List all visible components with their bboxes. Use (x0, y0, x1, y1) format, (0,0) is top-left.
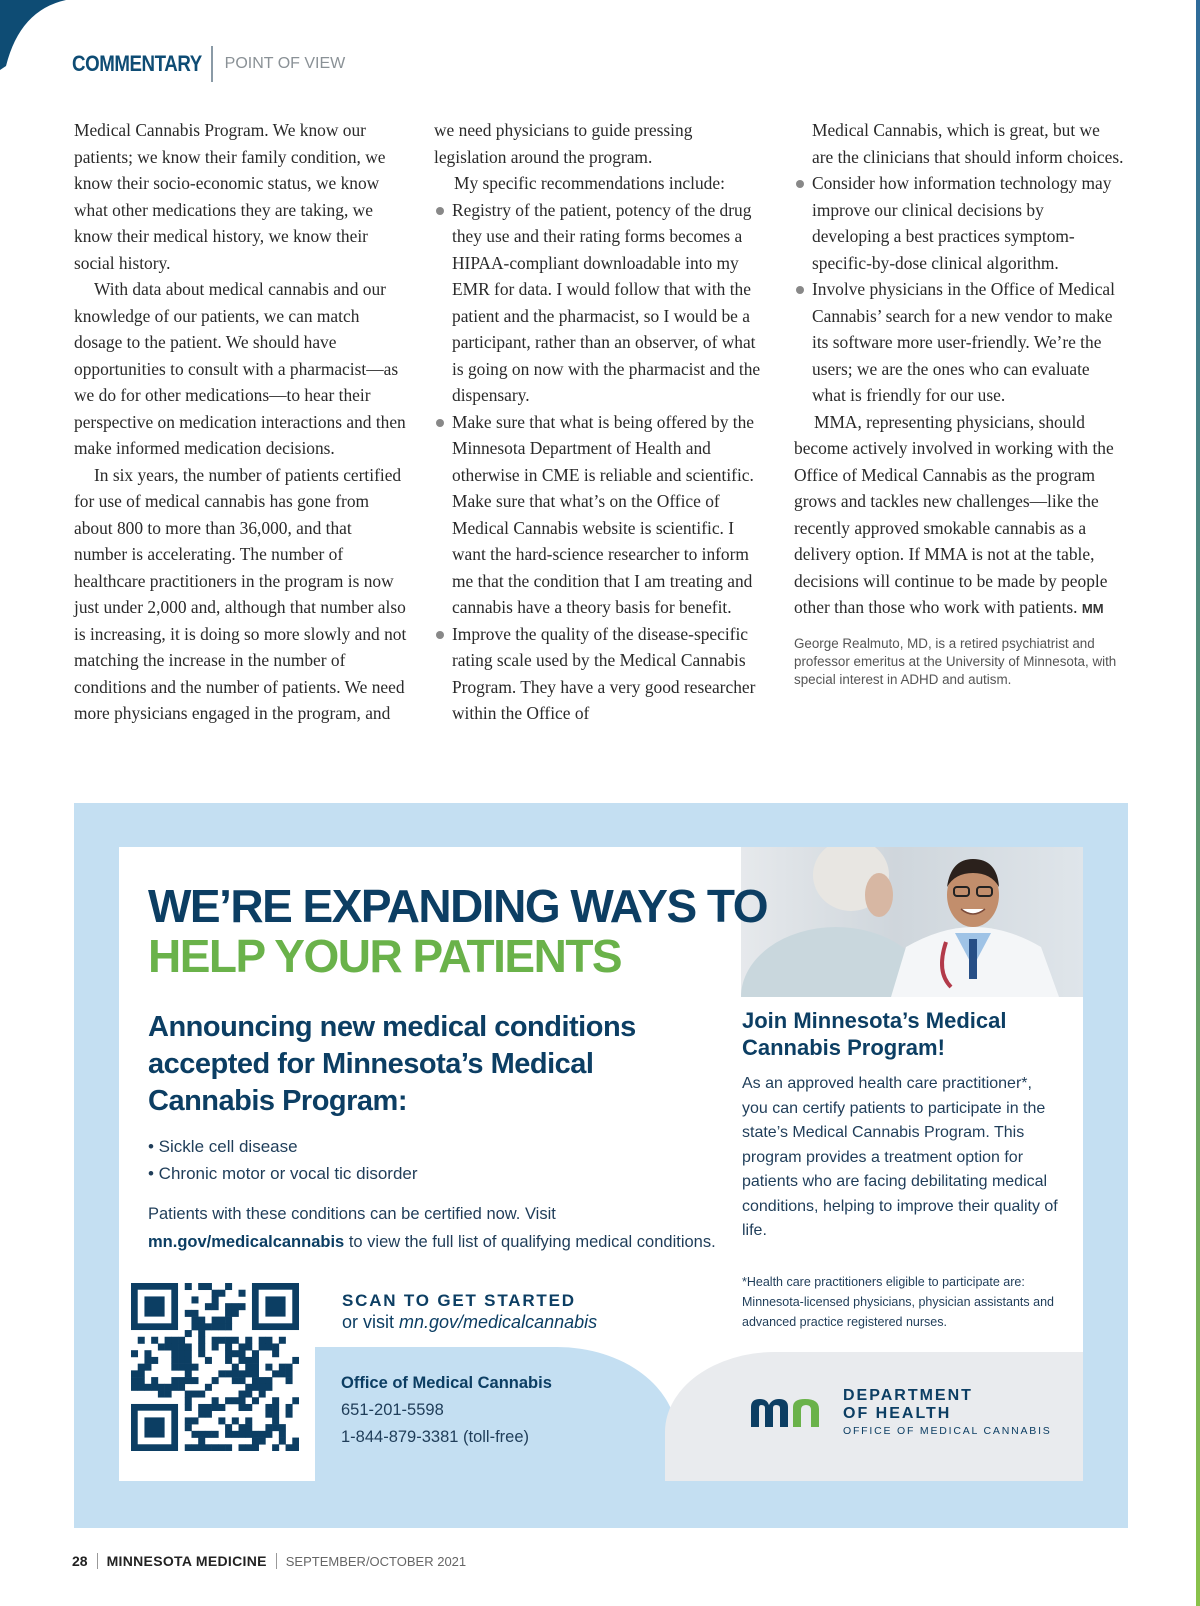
join-body: As an approved health care practitioner*, you can certify patients to participate in the state’s Medical Cannabis Program. This program provides a treatment option for patients who are facing debilitating medical conditions, helping to improve their quality of life. (742, 1075, 1058, 1239)
header-divider (211, 46, 213, 82)
office-contact (341, 1370, 552, 1451)
dept-line-1: DEPARTMENT (843, 1387, 973, 1404)
ad-card (119, 847, 1083, 1481)
page-header (72, 46, 345, 82)
article-column-2 (434, 117, 769, 727)
list-item: • Sickle cell disease (148, 1137, 298, 1156)
dept-line-2: OF HEALTH (843, 1405, 952, 1422)
paragraph: Medical Cannabis Program. We know our patients; we know their family condition, we know their socio-economic status, we know what other medications they are taking, we know their medical history, we know their social history. (74, 120, 386, 273)
scan-link[interactable]: mn.gov/medicalcannabis (399, 1312, 598, 1332)
list-item: Make sure that what is being offered by the Minnesota Department of Health and otherwise in CME is reliable and scientific. Make sure that what’s on the Office of Medical Cannabis website is scientific. I want the hard-science researcher to inform me that the condition that I am treating and cannabis have a theory basis for benefit. (434, 409, 769, 621)
note-text: Patients with these conditions can be certified now. Visit (148, 1205, 556, 1223)
author-bio: George Realmuto, MD, is a retired psychiatrist and professor emeritus at the University of Minnesota, with special interest in ADHD and autism. (794, 635, 1117, 687)
corner-decoration (0, 0, 70, 70)
phone-number-toll-free[interactable]: 1-844-879-3381 (toll-free) (341, 1428, 530, 1446)
scan-prefix: or visit (342, 1312, 400, 1332)
page-edge-bar (1196, 0, 1200, 1606)
paragraph: Medical Cannabis, which is great, but we are the clinicians that should inform choices. (812, 120, 1124, 167)
page-number: 28 (72, 1553, 88, 1569)
ad-note (148, 1200, 718, 1256)
footer-divider (276, 1553, 277, 1569)
note-text: to view the full list of qualifying medical conditions. (344, 1233, 716, 1251)
website-link[interactable]: mn.gov/medicalcannabis (148, 1233, 345, 1251)
list-item: • Chronic motor or vocal tic disorder (148, 1164, 418, 1183)
mn-logo-icon (749, 1395, 831, 1429)
magazine-title: MINNESOTA MEDICINE (106, 1553, 267, 1569)
page-footer (72, 1553, 466, 1569)
conditions-list (148, 1133, 418, 1187)
ad-headline (148, 881, 767, 981)
recommendation-list (794, 170, 1124, 409)
phone-number[interactable]: 651-201-5598 (341, 1401, 444, 1419)
list-item: Improve the quality of the disease-specific rating scale used by the Medical Cannabis Program. They have a very good researcher within the Office of (434, 621, 769, 727)
recommendation-list (434, 197, 769, 727)
eligibility-footnote: *Health care practitioners eligible to participate are: Minnesota-licensed physicians, physician assistants and advanced practice registered nurses. (742, 1275, 1054, 1329)
dept-office: OFFICE OF MEDICAL CANNABIS (843, 1425, 1052, 1437)
list-item: Consider how information technology may improve our clinical decisions by developing a best practices symptom-specific-by-dose clinical algorithm. (794, 170, 1124, 276)
paragraph: With data about medical cannabis and our knowledge of our patients, we can match dosage to the patient. We should have opportunities to consult with a pharmacist—as we do for other medications—to hear their perspective on medication interactions and then make informed medication decisions. (74, 279, 406, 458)
advertisement (74, 803, 1128, 1528)
scan-subtitle (342, 1312, 597, 1333)
paragraph: we need physicians to guide pressing legislation around the program. (434, 120, 693, 167)
subsection-label: POINT OF VIEW (224, 55, 346, 72)
issue-date: SEPTEMBER/OCTOBER 2021 (285, 1553, 467, 1569)
footer-divider (97, 1553, 98, 1569)
list-item: Involve physicians in the Office of Medical Cannabis’ search for a new vendor to make its software more user-friendly. We’re the users; we are the ones who can evaluate what is friendly for our use. (794, 276, 1124, 409)
ad-subheadline: Announcing new medical conditions accepted for Minnesota’s Medical Cannabis Program: (148, 1011, 636, 1117)
scan-callout (342, 1291, 597, 1333)
headline-line-2: HELP YOUR PATIENTS (148, 930, 622, 982)
paragraph-text: MMA, representing physicians, should become actively involved in working with the Office of Medical Cannabis as the program grows and tackles new challenges—like the recently approved smokable cannabis as a delivery option. If MMA is not at the table, decisions will continue to be made by people other than those who work with patients. (794, 411, 1114, 617)
doctor-patient-photo (741, 847, 1083, 997)
join-title: Join Minnesota’s Medical Cannabis Program! (742, 1008, 1007, 1060)
paragraph (794, 409, 1124, 623)
office-name: Office of Medical Cannabis (341, 1374, 552, 1392)
scan-title: SCAN TO GET STARTED (342, 1291, 576, 1310)
article-column-1 (74, 117, 408, 727)
article-column-3 (794, 117, 1124, 689)
qr-code[interactable] (131, 1283, 299, 1451)
headline-line-1: WE’RE EXPANDING WAYS TO (148, 880, 767, 932)
list-item: Registry of the patient, potency of the drug they use and their rating forms becomes a HIPAA-compliant downloadable into my EMR for data. I would follow that with the patient and the pharmacist, so I would be a participant, rather than an observer, of what is going on now with the pharmacist and the dispensary. (434, 197, 769, 409)
section-label: COMMENTARY (72, 51, 202, 76)
mdh-wordmark (843, 1387, 1052, 1437)
paragraph: In six years, the number of patients certified for use of medical cannabis has gone from about 800 to more than 36,000, and that number is accelerating. The number of healthcare practitioners in the program is now just under 2,000 and, although that number also is increasing, it is doing so more slowly and not matching the increase in the number of conditions and the number of patients. We need more physicians engaged in the program, and (74, 464, 407, 723)
end-mark: MM (1081, 601, 1104, 616)
mdh-logo (749, 1387, 1052, 1437)
paragraph: My specific recommendations include: (454, 173, 725, 193)
